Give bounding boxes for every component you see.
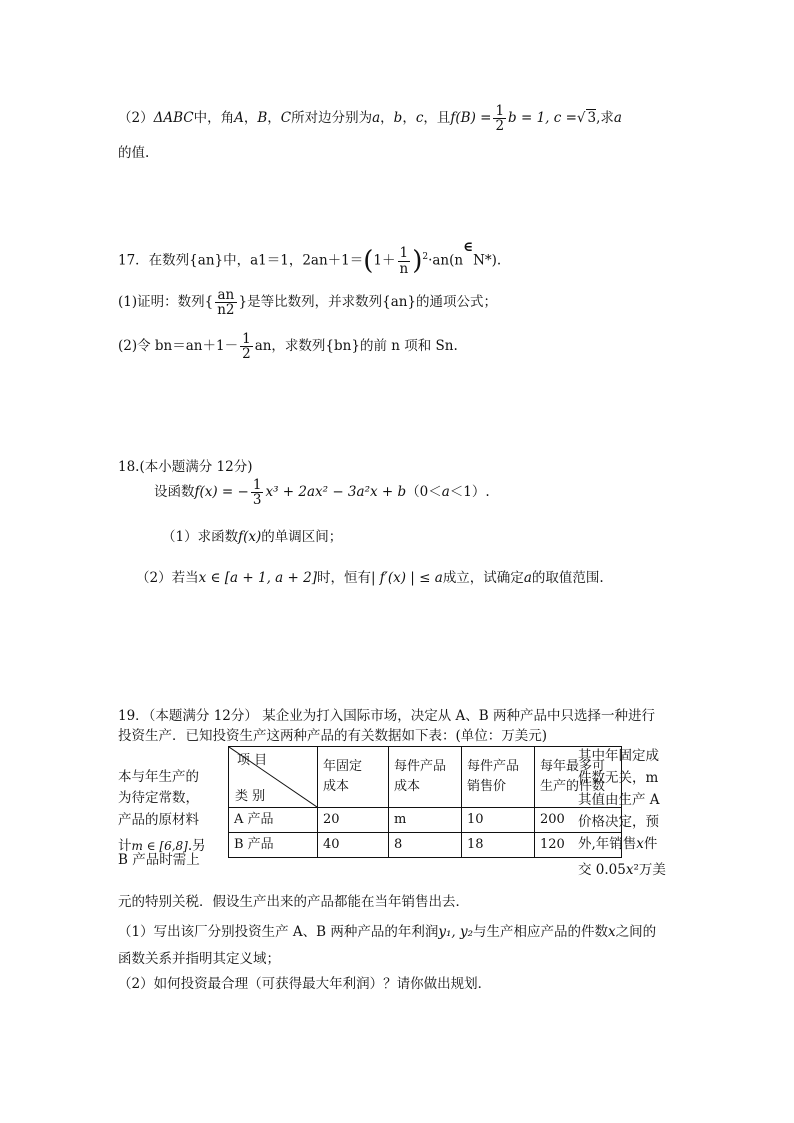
q19-after-table: 元的特别关税．假设生产出来的产品都能在当年销售出去． [118,894,469,910]
table-row [229,833,622,858]
q19-right-1: 其中年固定成 [578,748,659,764]
q19-left-3: 产品的原材料 [118,812,199,828]
table-cell: 20 [318,808,389,833]
table-diagonal-header: 项 目 类 别 [229,747,318,808]
q19-part1-cont: 函数关系并指明其定义域； [118,951,280,967]
q18-part1: （1）求函数f(x)的单调区间； [162,529,343,545]
col-header-unit-price: 每件产品 销售价 [462,747,535,808]
q19-right-6: 交 0.05x²万美 [578,862,666,878]
row-name-a: A 产品 [229,808,318,833]
q16-part2-line1: （2）ΔABC中，角A，B，C所对边分别为a，b，c，且f(B) = $\frac{1}{2}$ b = 1, c =√ 3,求a [118,103,622,135]
table-cell: 10 [462,808,535,833]
q16-part2-line2: 的值. [118,145,150,161]
q19-left-5: B 产品时需上 [118,852,200,868]
q19-right-2: 件数无关，m [578,770,659,786]
table-cell: 40 [318,833,389,858]
q19-line1: 19．（本题满分 12分） 某企业为打入国际市场，决定从 A、B 两种产品中只选择一种进行 [118,708,655,724]
table-cell: 18 [462,833,535,858]
table-cell: 8 [389,833,462,858]
col-header-fixed-cost: 年固定 成本 [318,747,389,808]
q19-left-4: 计m ∈ [6,8].另 [118,838,206,854]
table-cell: 120 [535,833,622,858]
col-header-unit-cost: 每件产品 成本 [389,747,462,808]
product-data-table [228,746,622,858]
col-header-max-quantity: 每年最多可 生产的件数 [535,747,622,808]
q19-line2: 投资生产．已知投资生产这两种产品的有关数据如下表：(单位：万美元) [118,728,548,744]
q19-part2: （2）如何投资最合理（可获得最大年利润）？请你做出规划． [118,976,492,992]
table-cell: 200 [535,808,622,833]
q17-part2: (2)令 bn＝an＋1－ $\frac{1}{2}$ an，求数列{bn}的前 n 项和 Sn. [118,331,458,363]
q19-part1: （1）写出该厂分别投资生产 A、B 两种产品的年利润y₁, y₂与生产相应产品的件数x之间的 [118,924,657,940]
q19-right-3: 其值由生产 A [578,792,660,808]
q18-part2: （2）若当x ∈ [a + 1, a + 2]时，恒有| f′(x) | ≤ a成立，试确定a的取值范围. [136,570,604,586]
q19-right-5: 外,年销售x件 [578,836,658,852]
row-name-b: B 产品 [229,833,318,858]
table-header-row [229,747,622,808]
half-fraction: $\frac{1}{2}$ [495,103,505,135]
table-cell: m [389,808,462,833]
q19-right-4: 价格决定，预 [578,814,659,830]
q19-left-2: 为待定常数， [118,790,199,806]
q18-function: 设函数f(x) = − $\frac{1}{3}$ x³ + 2ax² − 3a²x + b（0＜a＜1）. [154,477,490,509]
q17-title-line: 17．在数列{an}中，a1＝1，2an＋1＝(1＋ $\frac{1}{n}$ )$^2$·an(n∈N*). [118,238,502,277]
q19-left-1: 本与年生产的 [118,769,199,785]
q17-part1: (1)证明：数列{ $\frac{an}{n2}$ }是等比数列，并求数列{an}的通项公式； [118,287,498,319]
q18-title: 18.(本小题满分 12分) [118,459,253,475]
table-row [229,808,622,833]
